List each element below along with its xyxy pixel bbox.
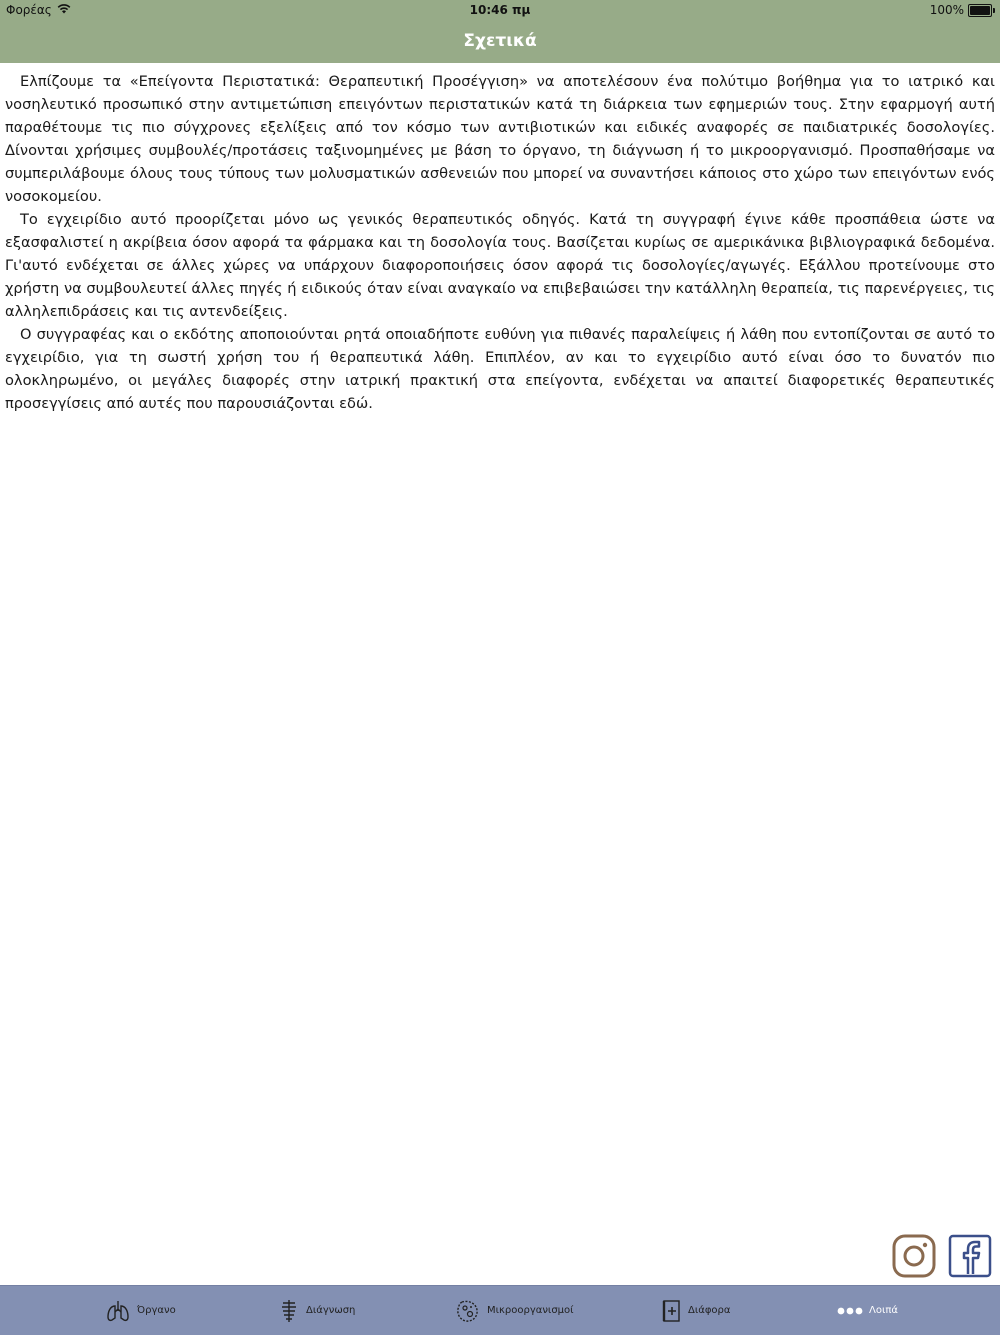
page-title: Σχετικά <box>463 31 537 51</box>
more-dots-icon <box>837 1306 863 1316</box>
tab-organ[interactable] <box>105 1286 176 1335</box>
battery-indicator <box>930 3 992 17</box>
tab-diagnosis[interactable] <box>278 1286 355 1335</box>
paragraph-2: Το εγχειρίδιο αυτό προορίζεται μόνο ως γενικός θεραπευτικός οδηγός. Κατά τη συγγραφή έγινε κάθε προσπάθεια ώστε να εξασφαλιστεί η ακρίβεια όσον αφορά τα φάρμακα και τη δοσολογία τους. Βασίζεται κυρίως σε αμερικάνικα βιβλιογραφικά δεδομένα. Γι'αυτό ενδέχεται σε άλλες χώρες να υπάρχουν διαφοροποιήσεις όσον αφορά τις δοσολογίες/αγωγές. Εξάλλου προτείνουμε στο χρήστη να συμβουλευτεί άλλες πηγές ή ειδικούς όταν είναι αναγκαίο να επιβεβαιώσει την κατάλληλη θεραπεία, τις παρενέργειες, τις αλληλεπιδράσεις και τις αντενδείξεις. <box>5 211 995 320</box>
battery-percent: 100% <box>929 3 964 17</box>
spine-icon <box>278 1298 300 1324</box>
medical-book-icon <box>660 1298 682 1324</box>
status-bar <box>0 0 1000 22</box>
tab-microorganisms[interactable] <box>455 1286 574 1335</box>
about-text <box>5 70 995 415</box>
carrier-label: Φορέας <box>6 3 52 17</box>
instagram-icon <box>892 1234 936 1278</box>
tab-diagnosis-label: Διάγνωση <box>306 1305 356 1316</box>
paragraph-1: Ελπίζουμε τα «Επείγοντα Περιστατικά: Θεραπευτική Προσέγγιση» να αποτελέσουν ένα πολύτιμο βοήθημα για το ιατρικό και νοσηλευτικό προσωπικό στην αντιμετώπιση επειγόντων περιστατικών κατά τη διάρκεια των εφημεριών τους. Στην εφαρμογή αυτή παραθέτουμε τις πιο σύγχρονες εξελίξεις από τον κόσμο των αντιβιοτικών και ειδικές αναφορές σε παιδιατρικές δοσολογίες. Δίνονται χρήσιμες συμβουλές/προτάσεις ταξινομημένες με βάση το όργανο, τη διάγνωση ή το μικροοργανισμό. Προσπαθήσαμε να συμπεριλάβουμε όλους τους τύπους των μολυσματικών ασθενειών που μπορεί να συναντήσει κάποιος στο χώρο των επειγόντων ενός νοσοκομείου. <box>5 73 995 205</box>
facebook-button[interactable] <box>948 1234 992 1278</box>
tab-more-label: Λοιπά <box>869 1305 898 1316</box>
lungs-icon <box>105 1298 131 1324</box>
clock: 10:46 πμ <box>469 3 531 17</box>
battery-icon <box>968 4 992 17</box>
tab-misc-label: Διάφορα <box>688 1305 731 1316</box>
tab-organ-label: Όργανο <box>137 1305 176 1316</box>
facebook-icon <box>948 1234 992 1278</box>
microbe-icon <box>455 1298 481 1324</box>
tab-more[interactable] <box>837 1286 898 1335</box>
tab-microorganisms-label: Μικροοργανισμοί <box>487 1305 574 1316</box>
tab-misc[interactable] <box>660 1286 730 1335</box>
navigation-header <box>0 0 1000 63</box>
paragraph-3: Ο συγγραφέας και ο εκδότης αποποιούνται ρητά οποιαδήποτε ευθύνη για πιθανές παραλείψεις ή λάθη που εντοπίζονται σε αυτό το εγχειρίδιο, για τη σωστή χρήση του ή θεραπευτικά λάθη. Επιπλέον, αν και το εγχειρίδιο αυτό είναι όσο το δυνατόν πιο ολοκληρωμένο, οι μεγάλες διαφορές στην ιατρική πρακτική στα επείγοντα, ενδέχεται να απαιτεί διαφορετικές θεραπευτικές προσεγγίσεις από αυτές που παρουσιάζονται εδώ. <box>5 326 995 412</box>
tab-bar <box>0 1285 1000 1335</box>
instagram-button[interactable] <box>892 1234 936 1278</box>
